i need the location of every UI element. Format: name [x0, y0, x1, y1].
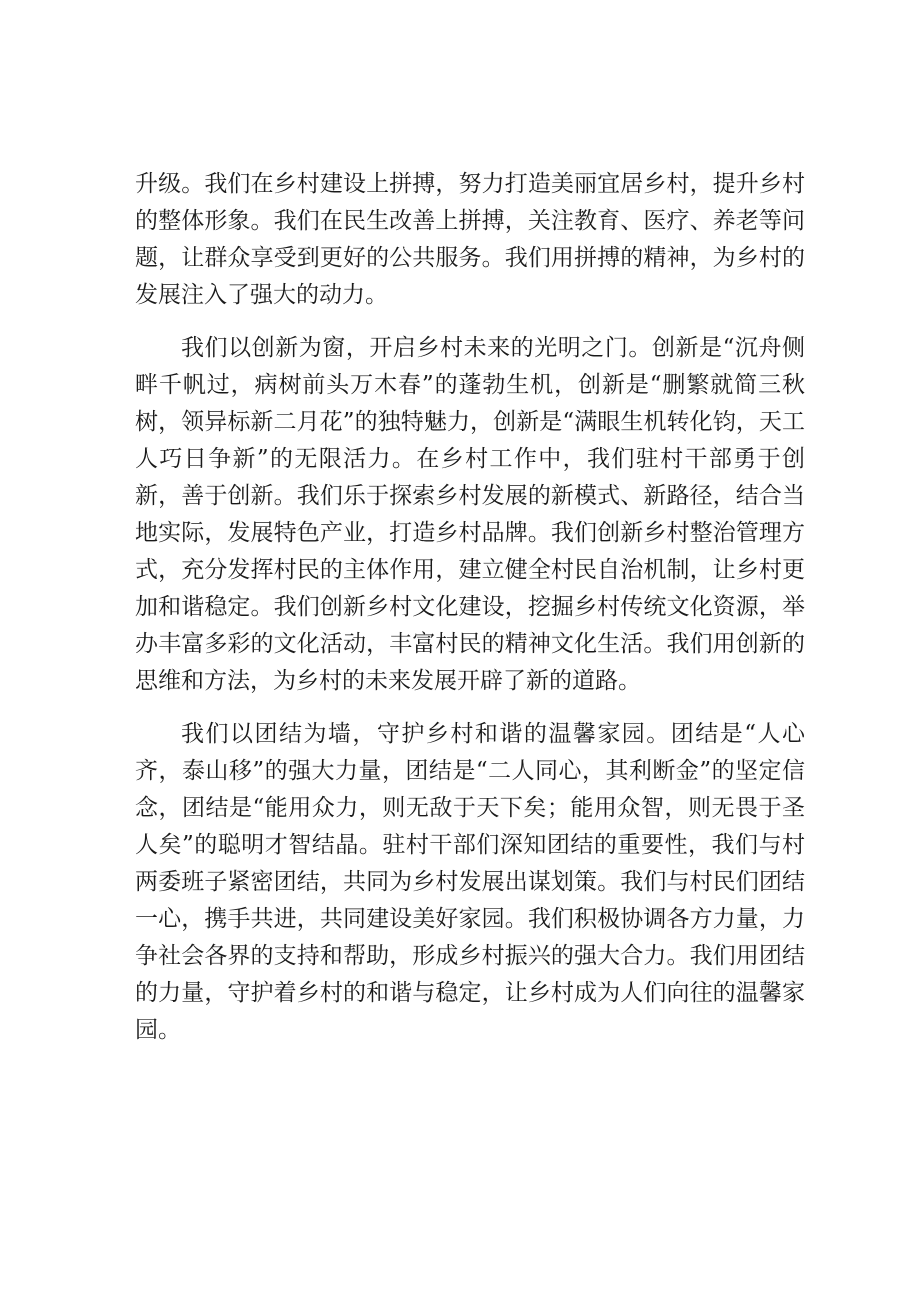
document-body	[135, 166, 805, 1065]
paragraph-2: 我们以创新为窗，开启乡村未来的光明之门。创新是“沉舟侧畔千帆过，病树前头万木春”的蓬勃生机，创新是“删繁就简三秋树，领异标新二月花”的独特魅力，创新是“满眼生机转化钧，天工人巧日争新”的无限活力。在乡村工作中，我们驻村干部勇于创新，善于创新。我们乐于探索乡村发展的新模式、新路径，结合当地实际，发展特色产业，打造乡村品牌。我们创新乡村整治管理方式，充分发挥村民的主体作用，建立健全村民自治机制，让乡村更加和谐稳定。我们创新乡村文化建设，挖掘乡村传统文化资源，举办丰富多彩的文化活动，丰富村民的精神文化生活。我们用创新的思维和方法，为乡村的未来发展开辟了新的道路。	[135, 335, 805, 694]
paragraph-3: 我们以团结为墙，守护乡村和谐的温馨家园。团结是“人心齐，泰山移”的强大力量，团结是“二人同心，其利断金”的坚定信念，团结是“能用众力，则无敌于天下矣；能用众智，则无畏于圣人矣”的聪明才智结晶。驻村干部们深知团结的重要性，我们与村两委班子紧密团结，共同为乡村发展出谋划策。我们与村民们团结一心，携手共进，共同建设美好家园。我们积极协调各方力量，力争社会各界的支持和帮助，形成乡村振兴的强大合力。我们用团结的力量，守护着乡村的和谐与稳定，让乡村成为人们向往的温馨家园。	[135, 721, 805, 1043]
paragraph-1: 升级。我们在乡村建设上拼搏，努力打造美丽宜居乡村，提升乡村的整体形象。我们在民生改善上拼搏，关注教育、医疗、养老等问题，让群众享受到更好的公共服务。我们用拼搏的精神，为乡村的发展注入了强大的动力。	[135, 171, 805, 308]
